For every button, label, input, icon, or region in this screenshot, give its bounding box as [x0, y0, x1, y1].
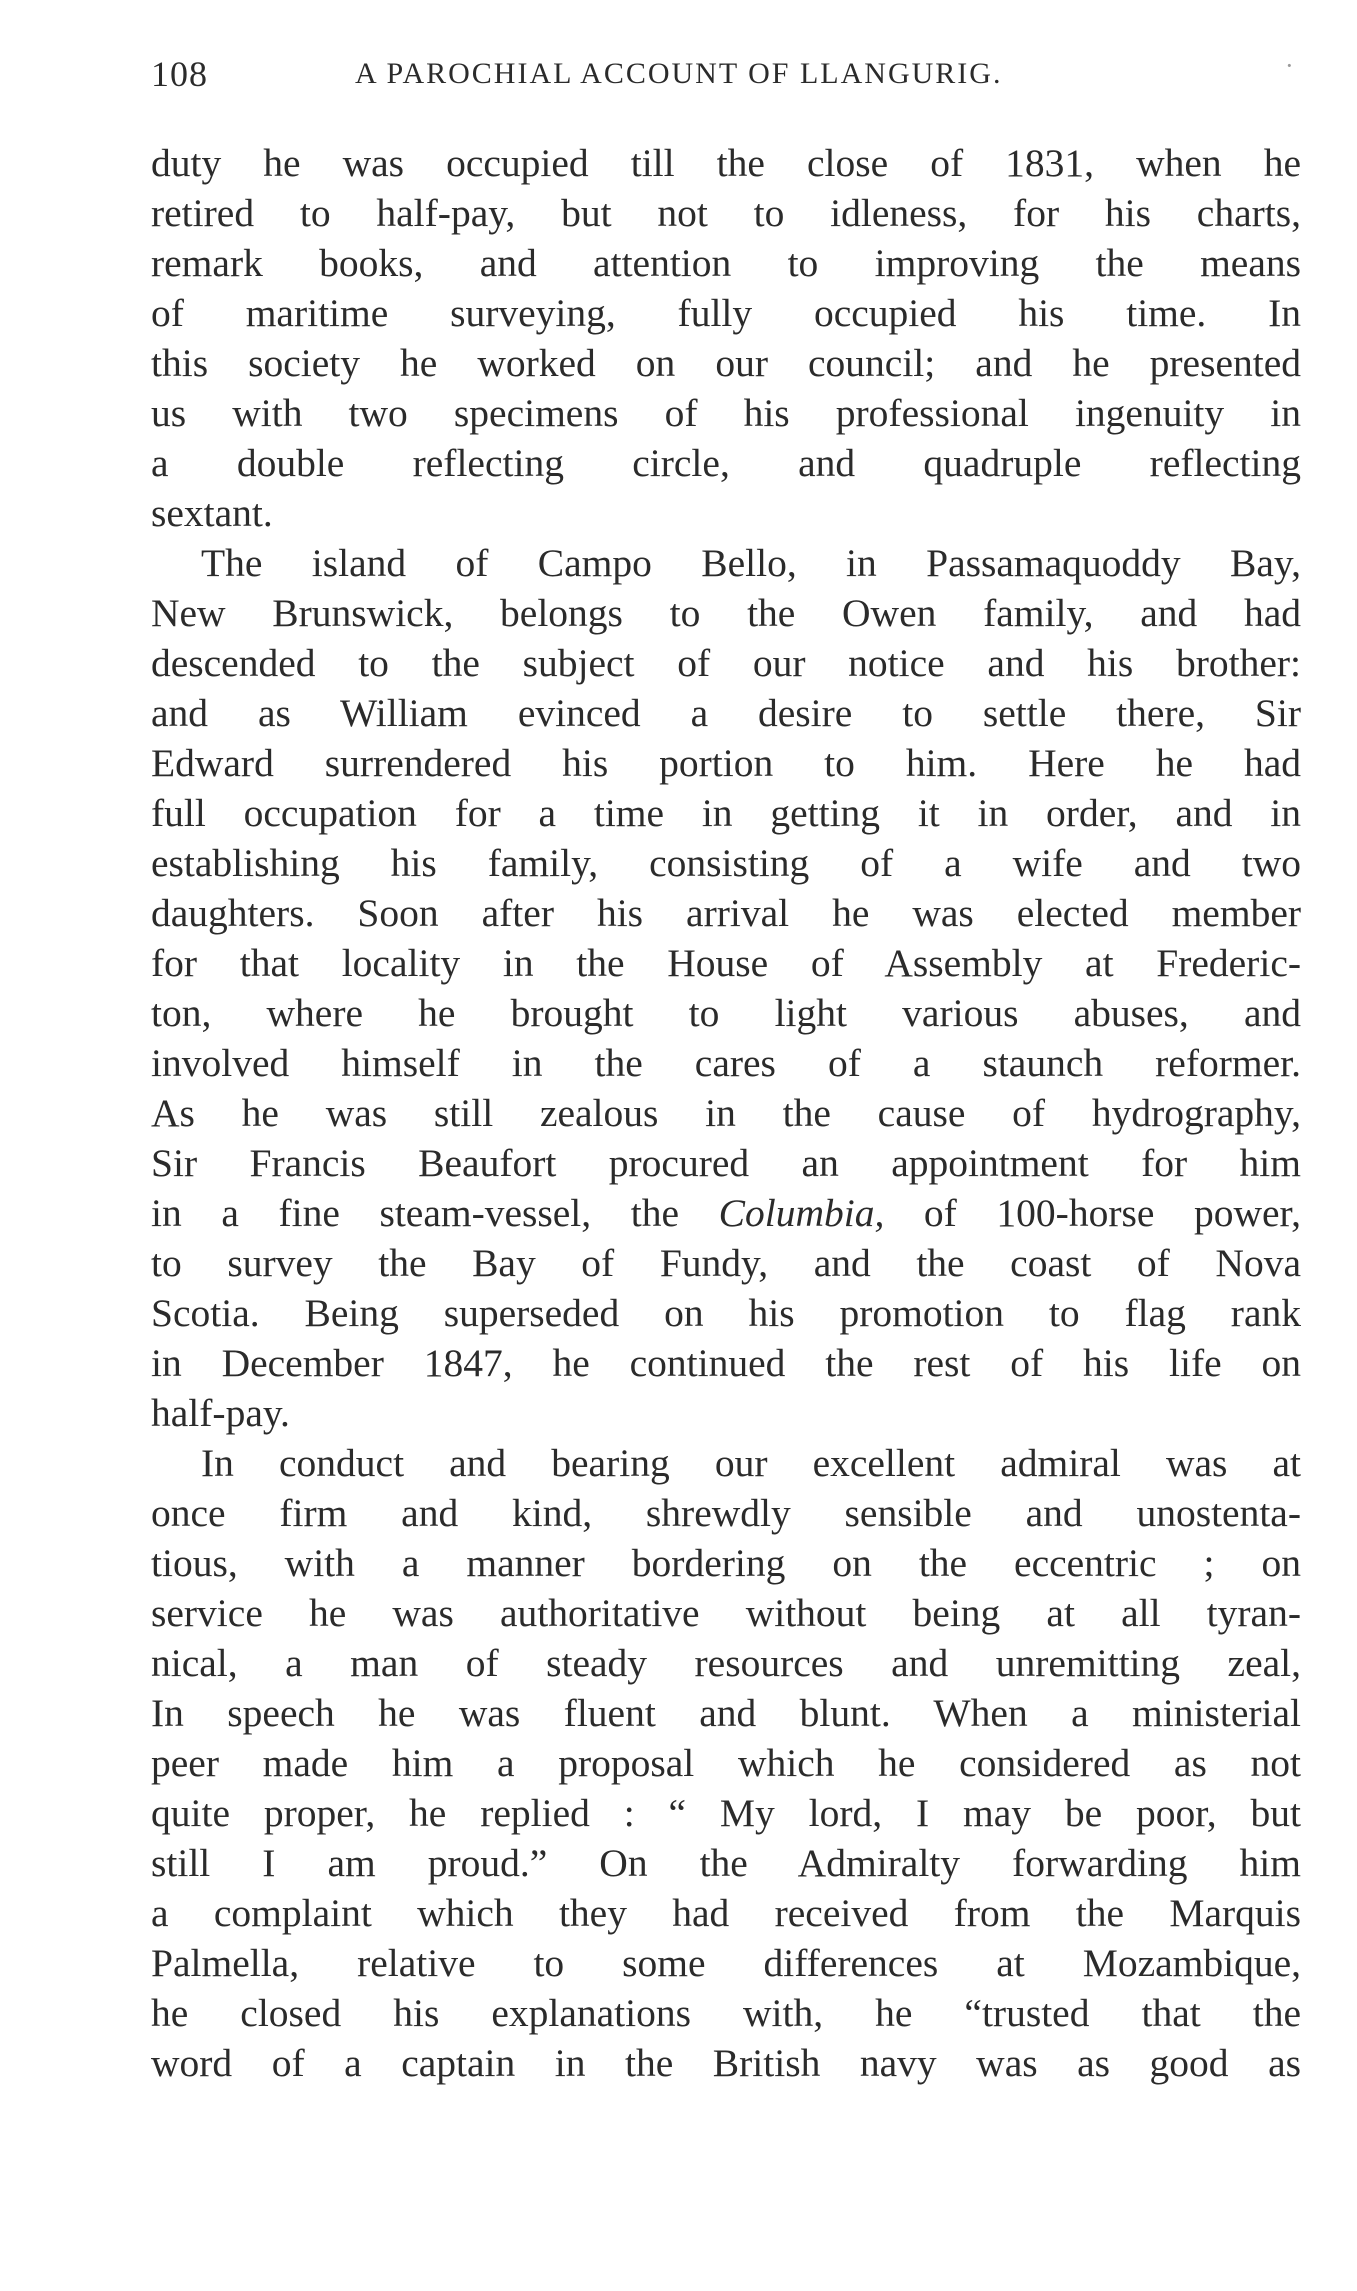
running-title: A PAROCHIAL ACCOUNT OF LLANGURIG. [355, 57, 1003, 90]
text-line: ton, where he brought to light various abuses, and [151, 991, 1301, 1035]
text-line: for that locality in the House of Assembly at Frederic- [151, 941, 1301, 985]
corner-mark: · [1285, 51, 1295, 80]
text-line: remark books, and attention to improving the means [151, 241, 1301, 285]
text-line: and as William evinced a desire to settle there, Sir [151, 691, 1301, 735]
text-line: In conduct and bearing our excellent admiral was at [201, 1441, 1301, 1485]
text-line: sextant. [151, 491, 273, 535]
text-line: establishing his family, consisting of a wife and two [151, 841, 1301, 885]
text-line: retired to half-pay, but not to idleness, for his charts, [151, 191, 1301, 235]
page-number: 108 [151, 54, 208, 94]
text-line: once firm and kind, shrewdly sensible and unostenta- [151, 1491, 1301, 1535]
text-line: Scotia. Being superseded on his promotion to flag rank [151, 1291, 1301, 1335]
text-line: daughters. Soon after his arrival he was elected member [151, 891, 1301, 935]
text-line: this society he worked on our council; and he presented [151, 341, 1301, 385]
body-text [151, 138, 1301, 2088]
ship-name: Columbia, [718, 1191, 885, 1235]
text-line: still I am proud.” On the Admiralty forwarding him [151, 1841, 1301, 1885]
text-line: word of a captain in the British navy was as good as [151, 2041, 1301, 2085]
text-line: half-pay. [151, 1391, 290, 1435]
text-line: tious, with a manner bordering on the eccentric ; on [151, 1541, 1301, 1585]
text-line: us with two specimens of his professional ingenuity in [151, 391, 1301, 435]
text-segment: of 100-horse power, [884, 1191, 1301, 1235]
text-line: Sir Francis Beaufort procured an appointment for him [151, 1141, 1301, 1185]
text-line: to survey the Bay of Fundy, and the coast of Nova [151, 1241, 1301, 1285]
text-line: New Brunswick, belongs to the Owen family, and had [151, 591, 1301, 635]
text-line: duty he was occupied till the close of 1831, when he [151, 141, 1301, 185]
text-line: involved himself in the cares of a staunch reformer. [151, 1041, 1301, 1085]
text-line: service he was authoritative without being at all tyran- [151, 1591, 1301, 1635]
text-line: full occupation for a time in getting it in order, and in [151, 791, 1301, 835]
text-line: a complaint which they had received from the Marquis [151, 1891, 1301, 1935]
text-line: he closed his explanations with, he “trusted that the [151, 1991, 1301, 2035]
text-line: The island of Campo Bello, in Passamaquoddy Bay, [201, 541, 1301, 585]
text-line: in December 1847, he continued the rest of his life on [151, 1341, 1301, 1385]
text-line: of maritime surveying, fully occupied his time. In [151, 291, 1301, 335]
text-line-with-ship-name [151, 1188, 1301, 1238]
text-line: peer made him a proposal which he considered as not [151, 1741, 1301, 1785]
text-line: In speech he was fluent and blunt. When a ministerial [151, 1691, 1301, 1735]
text-line: a double reflecting circle, and quadruple reflecting [151, 441, 1301, 485]
text-line: Edward surrendered his portion to him. Here he had [151, 741, 1301, 785]
running-head [151, 52, 1301, 96]
text-line: nical, a man of steady resources and unremitting zeal, [151, 1641, 1301, 1685]
text-line: Palmella, relative to some differences at Mozambique, [151, 1941, 1301, 1985]
text-line: As he was still zealous in the cause of hydrography, [151, 1091, 1301, 1135]
text-line: descended to the subject of our notice and his brother: [151, 641, 1301, 685]
text-line: quite proper, he replied : “ My lord, I may be poor, but [151, 1791, 1301, 1835]
text-segment: in a fine steam-vessel, the [151, 1191, 719, 1235]
